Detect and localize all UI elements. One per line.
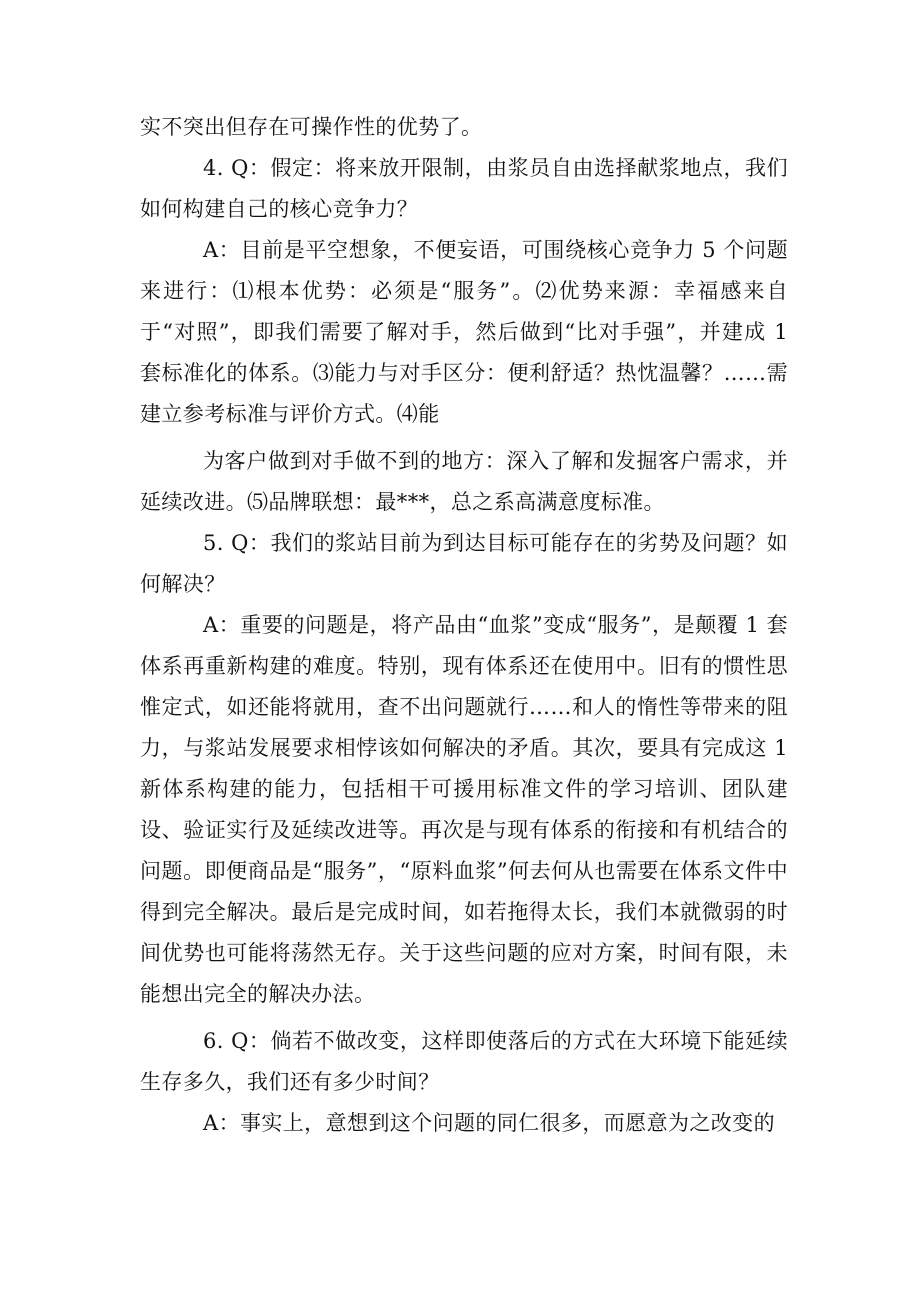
paragraph-question-6: 6. Q：倘若不做改变，这样即使落后的方式在大环境下能延续生存多久，我们还有多少时间？: [140, 1029, 788, 1094]
paragraph-answer-6: A：事实上，意想到这个问题的同仁很多，而愿意为之改变的: [203, 1111, 775, 1135]
document-body: [140, 107, 788, 1144]
paragraph-answer-4-continued: 为客户做到对手做不到的地方：深入了解和发掘客户需求，并延续改进。⑸品牌联想：最***，总之系高满意度标准。: [140, 449, 788, 514]
paragraph-continuation: 实不突出但存在可操作性的优势了。: [140, 115, 483, 139]
paragraph-answer-5: A：重要的问题是，将产品由“血浆”变成“服务”，是颠覆 1 套体系再重新构建的难度。特别，现有体系还在使用中。旧有的惯性思惟定式，如还能将就用，查不出问题就行……和人的惰性等带来的阻力，与浆站发展要求相悖该如何解决的矛盾。其次，要具有完成这 1 新体系构建的能力，包括相干可援用标准文件的学习培训、团队建设、验证实行及延续改进等。再次是与现有体系的衔接和有机结合的问题。即便商品是“服务”，“原料血浆”何去何从也需要在体系文件中得到完全解决。最后是完成时间，如若拖得太长，我们本就微弱的时间优势也可能将荡然无存。关于这些问题的应对方案，时间有限，未能想出完全的解决办法。: [140, 613, 788, 1006]
paragraph-question-5: 5. Q：我们的浆站目前为到达目标可能存在的劣势及问题？如何解决？: [140, 531, 788, 596]
paragraph-answer-4: A：目前是平空想象，不便妄语，可围绕核心竞争力 5 个问题来进行：⑴根本优势：必须是“服务”。⑵优势来源：幸福感来自于“对照”，即我们需要了解对手，然后做到“比对手强”，并建成 1 套标准化的体系。⑶能力与对手区分：便利舒适？热忱温馨？……需建立参考标准与评价方式。⑷能: [140, 238, 788, 426]
paragraph-question-4: 4. Q：假定：将来放开限制，由浆员自由选择献浆地点，我们如何构建自己的核心竞争力？: [140, 156, 788, 221]
